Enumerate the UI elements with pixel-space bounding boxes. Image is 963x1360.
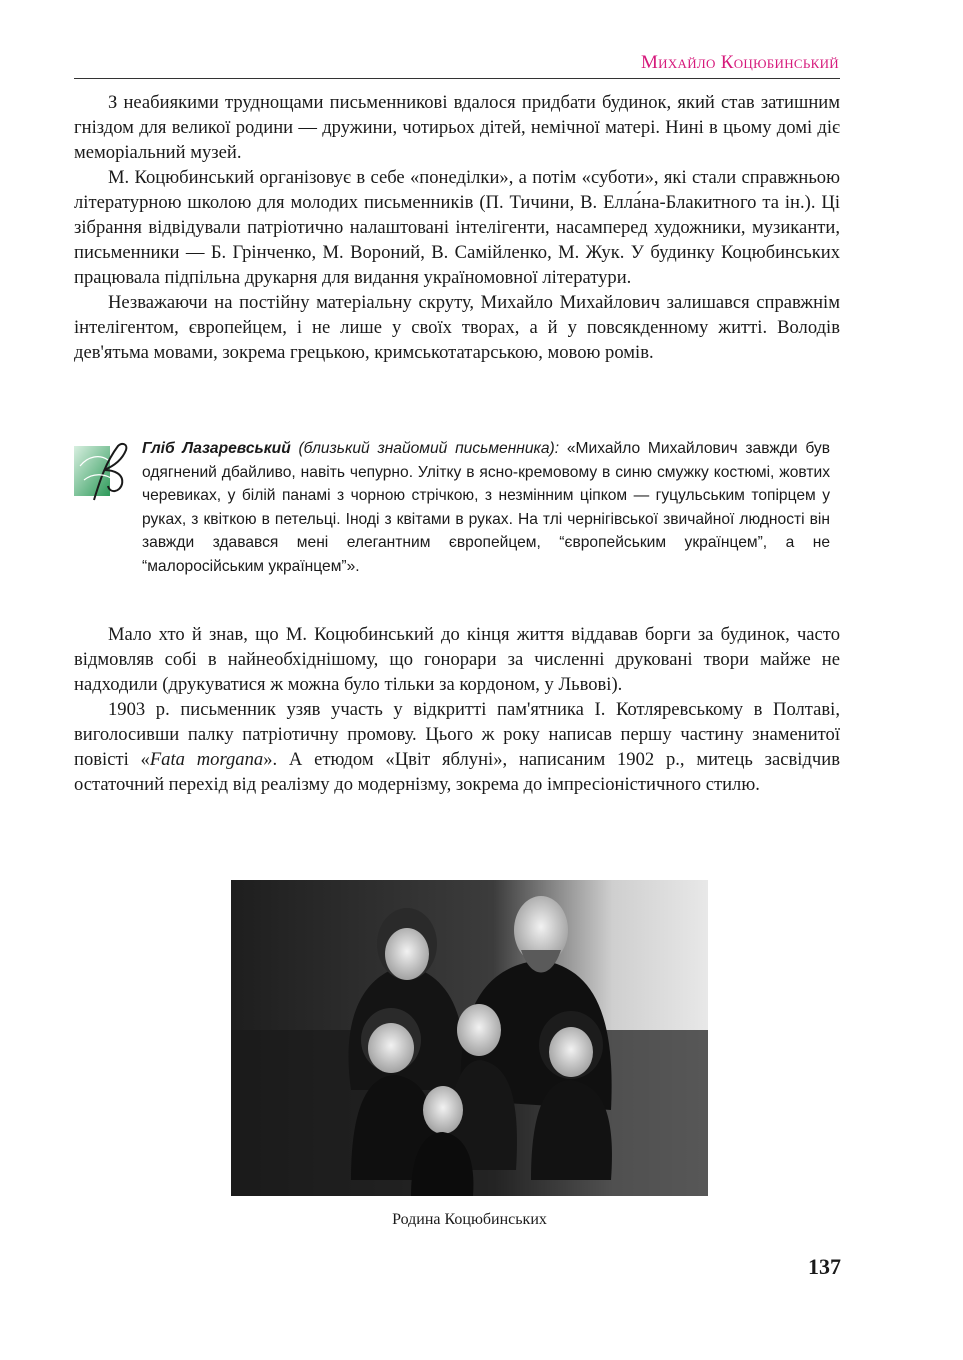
- running-header: Михайло Коцюбинський: [640, 52, 839, 73]
- header-rule: [74, 78, 840, 79]
- family-photo: [231, 880, 708, 1196]
- quote-author: Гліб Лазаревський: [142, 440, 291, 457]
- quote-author-role: (близький знайомий письменника):: [290, 440, 560, 457]
- photo-caption: Родина Коцюбинських: [392, 1211, 547, 1228]
- work-title: Fata morgana: [149, 749, 264, 770]
- paragraph: Незважаючи на постійну матеріальну скруту, Михайло Михайлович залишався справжнім інтелігентом, європейцем, і не лише у своїх творах, а й у повсякденному житті. Володів дев'ятьма мовами, зокрема грецькою, кримськотатарською, мовою ромів.: [74, 292, 840, 363]
- text-block-bottom: [74, 622, 840, 797]
- paragraph: М. Коцюбинський організовує в себе «понеділки», а потім «суботи», які стали справжньою літературною школою для молодих письменників (П. Тичини, В. Елла́на-Блакитного та ін.). Ці зібрання відвідували патріотично налаштовані інтелігенти, насамперед художники, музиканти, письменники — Б. Грінченко, М. Вороний, В. Самійленко, М. Жук. У будинку Коцюбинських працювала підпільна друкарня для видання україномовної літератури.: [74, 167, 840, 288]
- quote-block: [142, 437, 830, 578]
- quote-text: «Михайло Михайлович завжди був одягнений дбайливо, навіть чепурно. Улітку в ясно-кремовому в синю смужку костюмі, жовтих черевиках, у білій панамі з чорною стрічкою, з незмінним ціпком — гуцульським топірцем у руках, з квіткою в петельці. Іноді з квітами в руках. На тлі чернігівської звичайної людності він завжди здавався мені елегантним європейцем, “європейським українцем”, а не “малоросійським українцем”».: [142, 440, 830, 575]
- paragraph: З неабиякими труднощами письменникові вдалося придбати будинок, який став затишним гніздом для великої родини — дружини, чотирьох дітей, немічної матері. Нині в цьому домі діє меморіальний музей.: [74, 92, 840, 163]
- text-block-top: [74, 90, 840, 365]
- paragraph: Мало хто й знав, що М. Коцюбинський до кінця життя віддавав борги за будинок, часто відмовляв собі в найнеобхіднішому, що гонорари за численні друковані твори майже не надходили (друкуватися ж можна було тільки за кордоном, у Львові).: [74, 624, 840, 695]
- quote-icon: [74, 440, 132, 504]
- page-number: 137: [808, 1254, 841, 1279]
- paragraph: 1903 р. письменник узяв участь у відкритті пам'ятника І. Котляревському в Полтаві, виголосивши палку патріотичну промову. Цього ж року написав першу частину знаменитої повісті «Fata morgana». А етюдом «Цвіт яблуні», написаним 1902 р., митець засвідчив остаточний перехід від реалізму до модернізму, зокрема до імпресіоністичного стилю.: [74, 699, 840, 795]
